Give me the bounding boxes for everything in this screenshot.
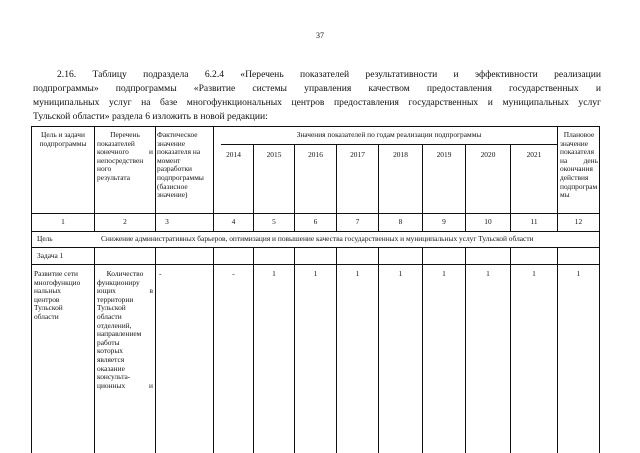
goal-text: Снижение административных барьеров, оптимизация и повышение качества государственных и муниципальных услуг Тульской области (101, 235, 534, 243)
header-year: 2021 (526, 151, 542, 159)
row-year-value: 1 (398, 270, 403, 278)
header-actual-value: Фактическое значение показателя на момент разработки подпрограммы (базисное значение) (157, 131, 204, 200)
indicators-table (31, 126, 600, 453)
paragraph-line: муниципальных услуг на базе многофункциональных центров предоставления государственных и муниципальных услуг (33, 97, 601, 108)
header-year: 2017 (350, 151, 365, 159)
column-number: 3 (165, 218, 169, 226)
column-number: 12 (574, 218, 583, 226)
column-number: 7 (355, 218, 360, 226)
column-number: 9 (442, 218, 446, 226)
column-number: 4 (231, 218, 236, 226)
row-planned-value: 1 (576, 270, 581, 278)
paragraph-line: 2.16. Таблицу подраздела 6.2.4 «Перечень показателей результативности и эффективности реализации (57, 69, 601, 80)
header-year: 2020 (480, 151, 496, 159)
column-number: 5 (272, 218, 276, 226)
header-year: 2015 (266, 151, 282, 159)
row-indicator-name: Количество функциониру ющих в территории Тульской области отделений, направлением работы которых является оказание консульта- ционных и (97, 270, 153, 390)
row-goal-name: Развитие сети многофункцио нальных центров Тульской области (34, 270, 81, 321)
row-year-value: 1 (355, 270, 360, 278)
header-year: 2016 (308, 151, 323, 159)
task-label: Задача 1 (37, 252, 64, 260)
goal-label: Цель (37, 235, 53, 243)
column-number: 6 (313, 218, 318, 226)
row-year-value: 1 (442, 270, 446, 278)
row-base-value: - (159, 270, 162, 278)
paragraph-line: подпрограммы» подпрограммы «Развитие системы управления качеством предоставления государственных и (33, 83, 601, 94)
column-number: 10 (484, 218, 492, 226)
row-year-value: 1 (532, 270, 536, 278)
header-years-group: Значения показателей по годам реализации подпрограммы (296, 131, 482, 139)
header-planned-value: Плановое значение показателя на день окончания действия подпрограм мы (560, 131, 598, 200)
column-number: 8 (398, 218, 403, 226)
row-year-value: 1 (486, 270, 490, 278)
column-number: 2 (123, 218, 127, 226)
header-goals-tasks: Цель и задачи подпрограммы (39, 131, 87, 148)
row-year-value: 1 (272, 270, 276, 278)
row-year-value: 1 (313, 270, 318, 278)
header-year: 2019 (436, 151, 452, 159)
paragraph-line: Тульской области» раздела 6 изложить в новой редакции: (33, 111, 268, 122)
header-indicators-list: Перечень показателей конечного и непосредствен ного результата (97, 131, 153, 182)
page-number: 37 (316, 31, 324, 40)
header-year: 2014 (226, 151, 241, 159)
row-year-value: - (232, 270, 235, 278)
column-number: 11 (530, 218, 538, 226)
header-year: 2018 (393, 151, 408, 159)
amendment-paragraph (33, 68, 601, 124)
column-number: 1 (61, 218, 65, 226)
